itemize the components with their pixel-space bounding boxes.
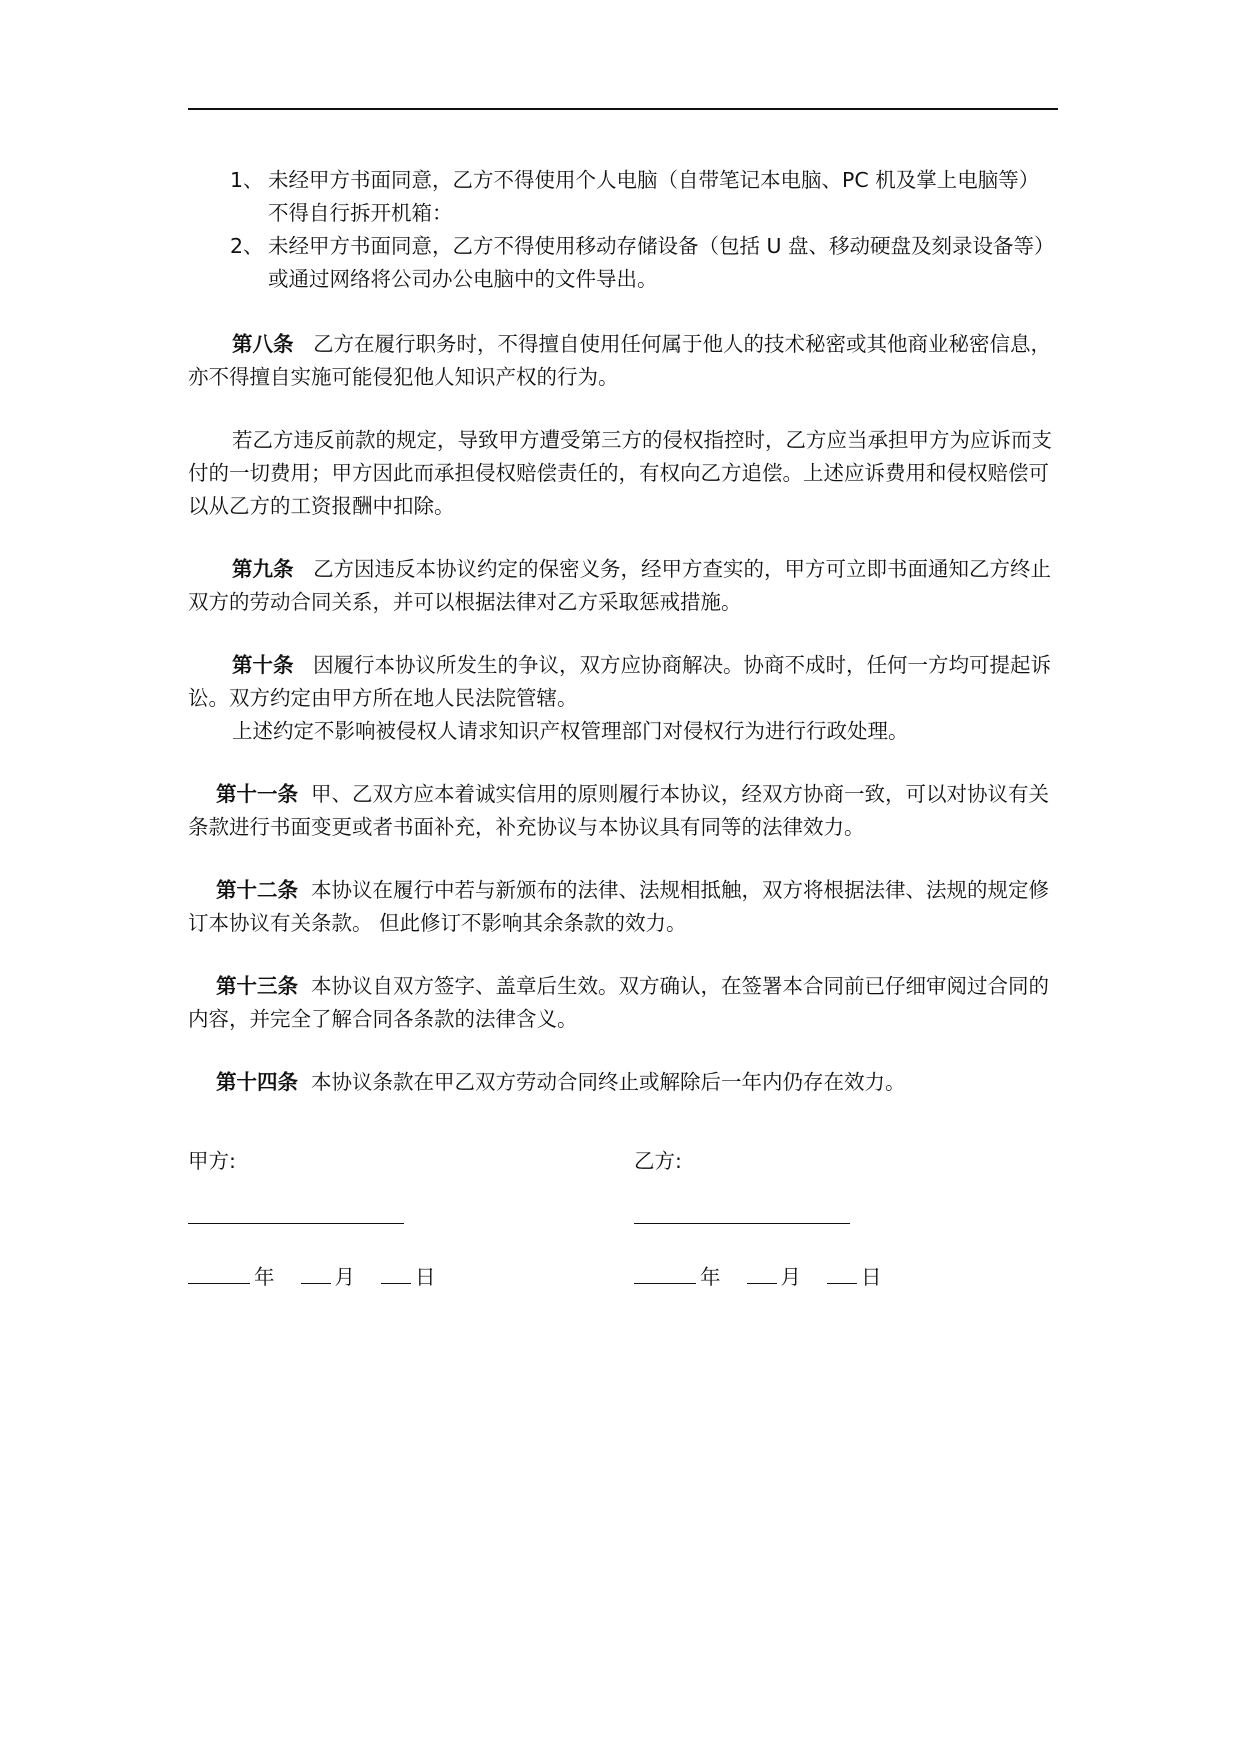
- day-label: 日: [861, 1265, 882, 1289]
- list-number: 2、: [230, 234, 264, 258]
- clause-8-paragraph-2: 若乙方违反前款的规定，导致甲方遭受第三方的侵权指控时，乙方应当承担甲方为应诉而支付的一切费用；甲方因此而承担侵权赔偿责任的，有权向乙方追偿。上述应诉费用和侵权赔偿可以从乙方的工资报酬中扣除。: [188, 428, 1052, 518]
- list-item-1: [188, 164, 1056, 230]
- document-body: [188, 164, 1056, 1099]
- clause-13: [188, 970, 1056, 1036]
- clause-heading: 第十三条: [216, 974, 298, 998]
- party-b-date: [634, 1260, 882, 1290]
- clause-text: 乙方因违反本协议约定的保密义务，经甲方查实的，甲方可立即书面通知乙方终止双方的劳动合同关系，并可以根据法律对乙方采取惩戒措施。: [188, 557, 1052, 614]
- day-blank: [827, 1263, 857, 1284]
- clause-text: 乙方在履行职务时，不得擅自使用任何属于他人的技术秘密或其他商业秘密信息，亦不得擅自实施可能侵犯他人知识产权的行为。: [188, 332, 1052, 389]
- year-blank: [634, 1263, 696, 1284]
- list-item-2: [188, 230, 1056, 296]
- clause-12: [188, 874, 1056, 940]
- party-b-signature-line: [634, 1223, 850, 1224]
- list-number: 1、: [230, 168, 264, 192]
- clause-text: 本协议自双方签字、盖章后生效。双方确认，在签署本合同前已仔细审阅过合同的内容，并完全了解合同各条款的法律含义。: [188, 974, 1050, 1031]
- clause-11: [188, 778, 1056, 844]
- month-blank: [301, 1263, 331, 1284]
- clause-10-paragraph-2: 上述约定不影响被侵权人请求知识产权管理部门对侵权行为进行行政处理。: [232, 719, 909, 743]
- clause-heading: 第十一条: [216, 782, 298, 806]
- year-blank: [188, 1263, 250, 1284]
- day-blank: [381, 1263, 411, 1284]
- header-rule: [188, 108, 1058, 110]
- clause-text: 甲、乙双方应本着诚实信用的原则履行本协议，经双方协商一致，可以对协议有关条款进行书面变更或者书面补充，补充协议与本协议具有同等的法律效力。: [188, 782, 1050, 839]
- clause-heading: 第十二条: [216, 878, 298, 902]
- party-a-signature-line: [188, 1223, 404, 1224]
- year-label: 年: [254, 1265, 275, 1289]
- month-blank: [747, 1263, 777, 1284]
- month-label: 月: [780, 1265, 801, 1289]
- list-text: 未经甲方书面同意，乙方不得使用移动存储设备（包括 U 盘、移动硬盘及刻录设备等）或通过网络将公司办公电脑中的文件导出。: [268, 234, 1055, 291]
- clause-text: 因履行本协议所发生的争议，双方应协商解决。协商不成时，任何一方均可提起诉讼。双方约定由甲方所在地人民法院管辖。: [188, 653, 1052, 710]
- day-label: 日: [415, 1265, 436, 1289]
- clause-14: [188, 1066, 1056, 1099]
- clause-8: [188, 328, 1056, 394]
- party-b-label: 乙方:: [634, 1149, 682, 1173]
- clause-text: 本协议条款在甲乙双方劳动合同终止或解除后一年内仍存在效力。: [311, 1070, 906, 1094]
- list-text: 未经甲方书面同意，乙方不得使用个人电脑（自带笔记本电脑、PC 机及掌上电脑等）不得自行拆开机箱：: [268, 168, 1040, 225]
- month-label: 月: [334, 1265, 355, 1289]
- clause-9: [188, 553, 1056, 619]
- clause-heading: 第九条: [232, 557, 294, 581]
- year-label: 年: [700, 1265, 721, 1289]
- party-a-date: [188, 1260, 436, 1290]
- clause-text: 本协议在履行中若与新颁布的法律、法规相抵触，双方将根据法律、法规的规定修订本协议有关条款。 但此修订不影响其余条款的效力。: [188, 878, 1050, 935]
- clause-10: [188, 649, 1056, 715]
- clause-heading: 第十条: [232, 653, 294, 677]
- clause-heading: 第十四条: [216, 1070, 298, 1094]
- clause-heading: 第八条: [232, 332, 294, 356]
- party-a-label: 甲方:: [188, 1149, 236, 1173]
